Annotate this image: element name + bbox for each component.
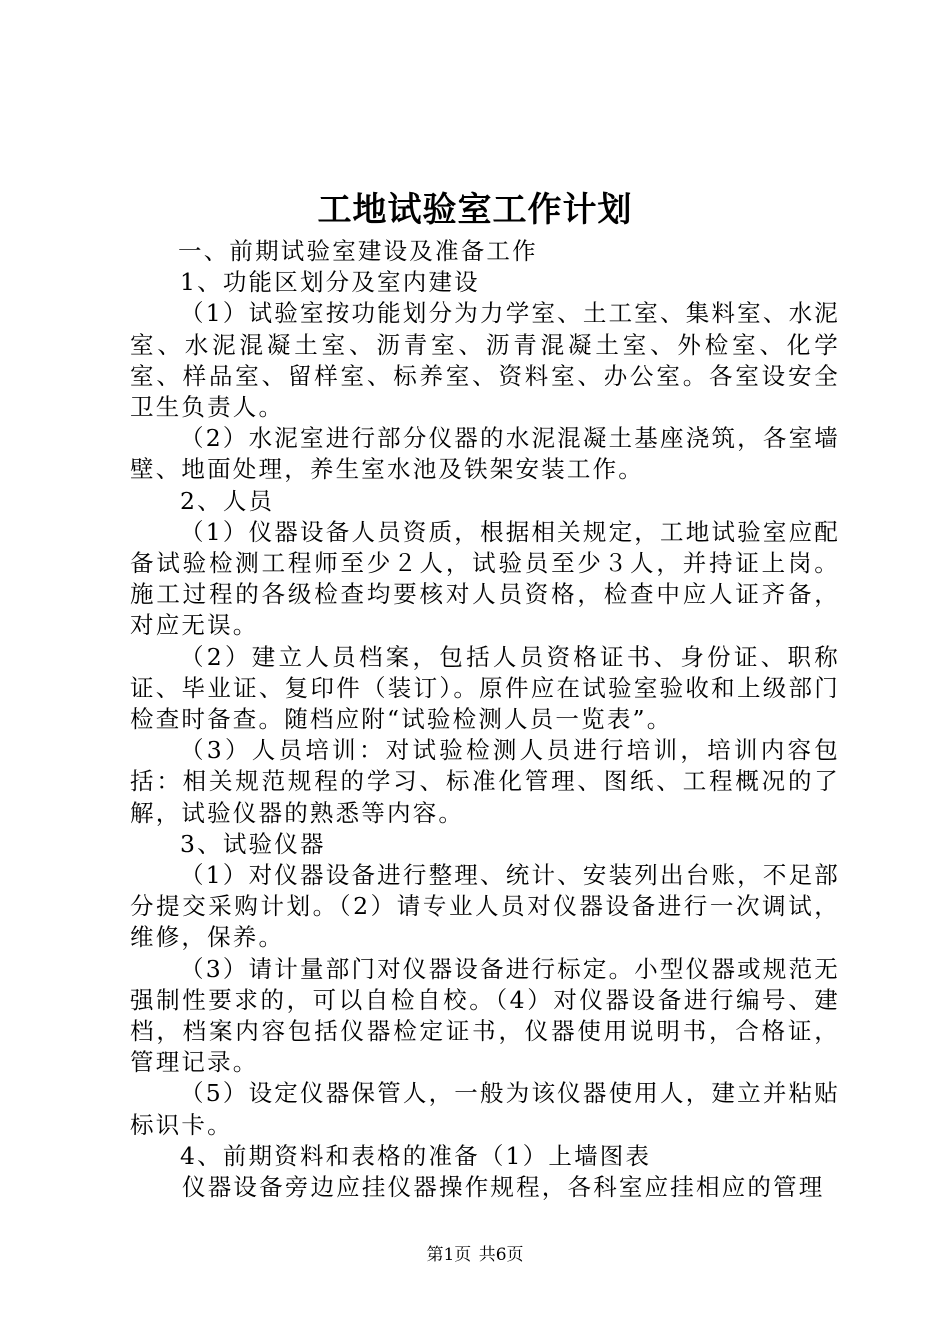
subsection-heading: 1、功能区划分及室内建设 — [180, 268, 480, 297]
body-paragraph: （1）试验室按功能划分为力学室、土工室、集料室、水泥室、水泥混凝土室、沥青室、沥青混凝土室、外检室、化学室、样品室、留样室、标养室、资料室、办公室。各室设安全卫生负责人。 — [130, 299, 840, 422]
body-paragraph: （5）设定仪器保管人，一般为该仪器使用人，建立并粘贴标识卡。 — [130, 1079, 840, 1139]
body-paragraph: 仪器设备旁边应挂仪器操作规程，各科室应挂相应的管理 — [182, 1173, 825, 1202]
page-total: 共6页 — [478, 1245, 524, 1265]
page-number: 第1页 — [426, 1245, 472, 1265]
subsection-heading: 4、前期资料和表格的准备（1）上墙图表 — [180, 1141, 652, 1170]
body-paragraph: （2）水泥室进行部分仪器的水泥混凝土基座浇筑，各室墙壁、地面处理，养生室水池及铁架安装工作。 — [130, 424, 840, 484]
body-paragraph: （1）仪器设备人员资质，根据相关规定，工地试验室应配备试验检测工程师至少２人，试验员至少３人，并持证上岗。施工过程的各级检查均要核对人员资格，检查中应人证齐备，对应无误。 — [130, 517, 840, 640]
subsection-heading: 2、人员 — [180, 486, 275, 515]
body-paragraph: （2）建立人员档案，包括人员资格证书、身份证、职称证、毕业证、复印件（装订）。原件应在试验室验收和上级部门检查时备查。随档应附“试验检测人员一览表”。 — [130, 642, 840, 734]
document-title: 工地试验室工作计划 — [317, 190, 633, 230]
subsection-heading: 3、试验仪器 — [180, 829, 326, 858]
page-footer — [0, 1243, 950, 1267]
section-heading: 一、前期试验室建设及准备工作 — [178, 237, 538, 265]
body-paragraph: （3）请计量部门对仪器设备进行标定。小型仪器或规范无强制性要求的，可以自检自校。（4）对仪器设备进行编号、建档，档案内容包括仪器检定证书，仪器使用说明书，合格证，管理记录。 — [130, 954, 840, 1077]
body-paragraph: （1）对仪器设备进行整理、统计、安装列出台账，不足部分提交采购计划。（2）请专业人员对仪器设备进行一次调试，维修，保养。 — [130, 861, 840, 952]
document-body — [130, 236, 840, 1203]
body-paragraph: （3）人员培训：对试验检测人员进行培训，培训内容包括：相关规范规程的学习、标准化管理、图纸、工程概况的了解，试验仪器的熟悉等内容。 — [130, 736, 840, 827]
